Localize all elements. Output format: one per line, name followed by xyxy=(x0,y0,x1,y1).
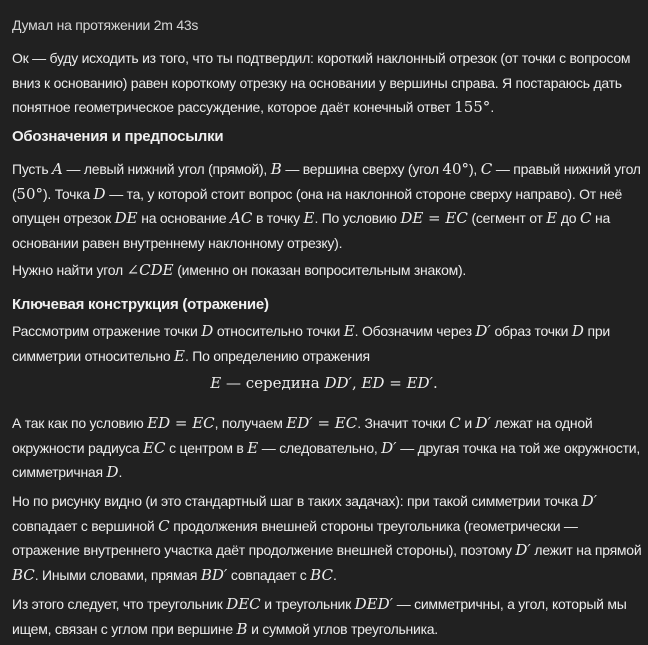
text: ), xyxy=(469,161,481,177)
text: в точку xyxy=(252,210,304,226)
math-expression: E xyxy=(303,209,315,227)
math-expression: D′ xyxy=(475,414,491,432)
math-value: . xyxy=(432,374,438,392)
math-expression: EC xyxy=(143,438,166,457)
math-expression: C xyxy=(579,209,592,227)
reflection-paragraph xyxy=(12,319,642,368)
math-expression: D xyxy=(106,463,119,481)
text: совпадает с xyxy=(227,566,311,583)
math-expression: D′ xyxy=(515,541,531,559)
math-expression: ED = EC xyxy=(147,414,215,432)
math-expression: E xyxy=(247,438,259,457)
text: образ точки xyxy=(490,323,572,339)
text: лежит на прямой xyxy=(530,542,642,558)
thought-duration-toggle[interactable]: Думал на протяжении 2m 43s xyxy=(12,17,199,33)
intro-paragraph xyxy=(12,46,642,120)
math-expression: E xyxy=(343,322,355,340)
text: Ок — буду исходить из того, что ты подтвердил: короткий наклонный отрезок (от точки с вопросом вниз к основанию) равен короткому отрезку на основании у вершины справа. Я постараюсь дать понятное геометрическое рассуждение, которое даёт конечный ответ xyxy=(12,50,631,115)
conclusion-paragraph xyxy=(12,592,642,641)
math-expression: ED = ED′ xyxy=(361,374,433,392)
math-expression: ∠CDE xyxy=(126,261,174,279)
text: . Значит точки xyxy=(357,415,450,431)
math-expression: E xyxy=(210,374,222,392)
text: (сегмент от xyxy=(467,210,547,226)
text: . xyxy=(490,99,494,115)
section-heading-construction: Ключевая конструкция (отражение) xyxy=(12,296,269,313)
math-expression: D xyxy=(571,322,584,340)
text: и xyxy=(460,415,476,431)
text: — правый нижний угол ( xyxy=(12,161,641,202)
math-expression: B xyxy=(236,619,248,638)
text: . xyxy=(332,566,337,583)
text: — левый нижний угол (прямой), xyxy=(62,161,271,177)
math-value: 40° xyxy=(442,160,470,178)
math-expression: DEC xyxy=(226,595,261,613)
math-expression: B xyxy=(270,160,282,178)
math-expression: D′ xyxy=(475,322,491,340)
text: Нужно найти угол xyxy=(12,262,127,278)
math-expression: D xyxy=(93,184,106,203)
text: Пусть xyxy=(12,161,53,177)
math-expression: D′ xyxy=(381,438,397,457)
math-expression: A xyxy=(52,160,63,178)
text: (именно он показан вопросительным знаком). xyxy=(173,262,467,278)
text: — симметричны, а угол, который мы ищем, связан с углом при вершине xyxy=(12,596,627,637)
text: с центром в xyxy=(165,439,248,456)
answer-value: 155° xyxy=(454,98,491,116)
symmetry-paragraph xyxy=(12,489,642,587)
text: — вершина сверху (угол xyxy=(281,161,443,177)
text: продолжения внешней стороны треугольника (геометрически — отражение внутреннего участка даёт продолжение внешней стороны), поэтому xyxy=(12,517,578,558)
text: . По условию xyxy=(314,210,401,226)
notation-paragraph xyxy=(12,157,642,255)
text: , xyxy=(351,374,362,392)
text: — другая точка на той же окружности, симметричная xyxy=(12,439,641,480)
text: А так как по условию xyxy=(12,415,148,431)
text: на основании равен внутреннему наклонному отрезку). xyxy=(12,210,611,251)
math-expression: DE xyxy=(114,209,138,227)
goal-paragraph xyxy=(12,258,642,283)
text: относительно точки xyxy=(213,323,344,339)
math-expression: E xyxy=(174,346,185,365)
circle-paragraph xyxy=(12,411,642,485)
text: Рассмотрим отражение точки xyxy=(12,323,202,339)
text: совпадает с вершиной xyxy=(12,517,159,534)
section-heading-notation: Обозначения и предпосылки xyxy=(12,128,224,145)
text: и суммой углов треугольника. xyxy=(247,620,438,637)
text: на основание xyxy=(137,210,230,226)
text: . Обозначим через xyxy=(354,323,476,339)
math-expression: E xyxy=(546,209,558,227)
math-expression: BD′ xyxy=(200,565,228,584)
math-expression: BC xyxy=(310,565,333,584)
text: . xyxy=(118,464,123,480)
math-expression: C xyxy=(449,414,461,432)
text: — та, у которой стоит вопрос (она на наклонной стороне сверху направо). От неё опущен отрезок xyxy=(12,185,623,226)
text: Но по рисунку видно (и это стандартный шаг в таких задачах): при такой симметрии точка xyxy=(12,493,582,509)
display-equation xyxy=(0,374,648,392)
math-expression: D xyxy=(201,322,214,340)
text: лежат на одной окружности радиуса xyxy=(12,415,593,456)
math-expression: AC xyxy=(230,209,253,227)
text: . По определению отражения xyxy=(185,347,370,364)
text: при симметрии относительно xyxy=(12,323,610,364)
math-expression: DE = EC xyxy=(400,209,468,227)
math-expression: C xyxy=(158,516,170,535)
math-expression: ED′ = EC xyxy=(286,414,358,432)
math-expression: DED′ xyxy=(354,595,394,613)
text: . Иными словами, прямая xyxy=(34,566,201,583)
text: и треугольник xyxy=(260,596,355,612)
math-expression: D′ xyxy=(581,492,598,510)
text: , получаем xyxy=(214,415,287,431)
text: — следовательно, xyxy=(258,439,382,456)
math-expression: BC xyxy=(12,565,35,584)
math-expression: DD′ xyxy=(324,374,352,392)
text: Из этого следует, что треугольник xyxy=(12,596,227,612)
text: ). Точка xyxy=(43,185,94,202)
math-expression: C xyxy=(480,160,493,178)
math-value: 50° xyxy=(16,184,44,203)
text: до xyxy=(557,210,580,226)
text: — середина xyxy=(221,374,325,392)
